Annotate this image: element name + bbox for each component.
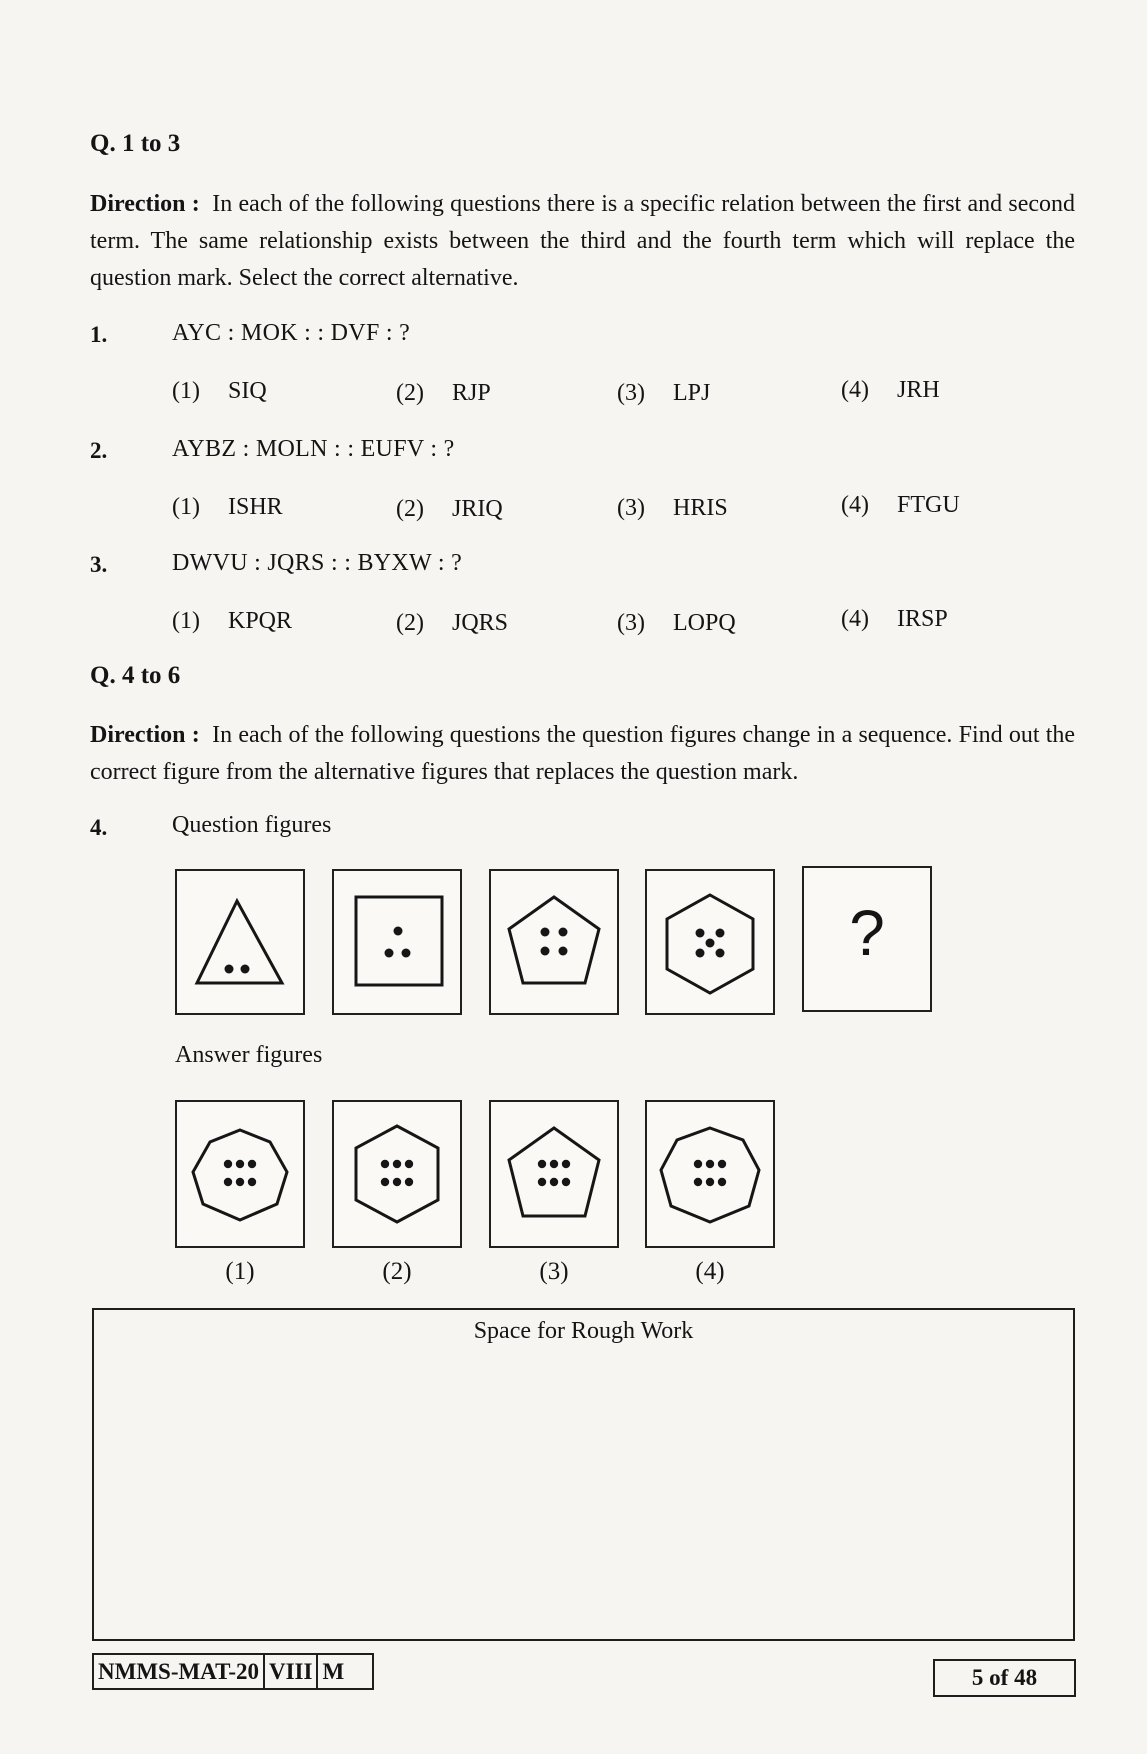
question-figures-label: Question figures (172, 812, 332, 838)
question-figure-5 (802, 866, 932, 1012)
question-number: 1. (90, 322, 108, 347)
option-value: SIQ (228, 378, 267, 404)
option-value: JRH (897, 377, 940, 403)
answer-figure-2[interactable] (332, 1100, 462, 1248)
heptagon-six-dots-icon (647, 1102, 773, 1246)
square-three-dots-icon (334, 871, 460, 1013)
hexagon-six-dots-icon (334, 1102, 460, 1246)
option-value: JQRS (452, 610, 509, 636)
option-number: (3) (617, 380, 645, 406)
question-number: 4. (90, 815, 108, 840)
paper-code-table (92, 1653, 374, 1690)
rough-work-box[interactable] (92, 1308, 1075, 1641)
option-number: (2) (396, 380, 424, 406)
option-value: FTGU (897, 492, 960, 518)
option-2[interactable] (396, 496, 503, 523)
option-1[interactable] (172, 608, 292, 635)
triangle-two-dots-icon (177, 871, 303, 1013)
option-value: IRSP (897, 606, 948, 632)
direction-label: Direction : (90, 722, 200, 748)
pentagon-four-dots-icon (491, 871, 617, 1013)
answer-label-4: (4) (695, 1258, 725, 1285)
option-number: (3) (617, 610, 645, 636)
direction-text: In each of the following questions the question figures change in a sequence. Find out the correct figure from the alternative figures that replaces the question mark. (90, 722, 1076, 785)
page-number: 5 of 48 (933, 1659, 1076, 1697)
option-3[interactable] (617, 495, 728, 522)
option-2[interactable] (396, 610, 508, 637)
direction-q1-3 (90, 186, 1075, 297)
option-value: RJP (452, 380, 491, 406)
question-number: 2. (90, 438, 108, 463)
answer-figure-1[interactable] (175, 1100, 305, 1248)
option-value: HRIS (673, 495, 728, 521)
option-number: (2) (396, 496, 424, 522)
pentagon-six-dots-icon (491, 1102, 617, 1246)
option-4[interactable] (841, 606, 948, 633)
rough-work-title: Space for Rough Work (473, 1318, 694, 1344)
answer-label-1: (1) (225, 1258, 255, 1285)
option-1[interactable] (172, 378, 267, 405)
question-figure-3 (489, 869, 619, 1015)
option-value: LOPQ (673, 610, 736, 636)
question-figure-1 (175, 869, 305, 1015)
heptagon-six-dots-icon (177, 1102, 303, 1246)
question-mark: ? (849, 897, 885, 969)
section-title-q1-3: Q. 1 to 3 (90, 130, 181, 157)
option-3[interactable] (617, 380, 710, 407)
question-figure-4 (645, 869, 775, 1015)
direction-label: Direction : (90, 191, 200, 217)
option-number: (2) (396, 610, 424, 636)
answer-figures-label: Answer figures (175, 1042, 323, 1068)
answer-label-3: (3) (539, 1258, 569, 1285)
option-number: (1) (172, 494, 200, 520)
option-value: ISHR (228, 494, 283, 520)
option-number: (1) (172, 378, 200, 404)
option-number: (4) (841, 377, 869, 403)
option-value: KPQR (228, 608, 293, 634)
question-text: AYBZ : MOLN : : EUFV : ? (172, 436, 455, 462)
hexagon-five-dots-icon (647, 871, 773, 1013)
option-number: (4) (841, 492, 869, 518)
option-number: (4) (841, 606, 869, 632)
class-code: VIII (263, 1655, 316, 1688)
option-value: LPJ (673, 380, 711, 406)
direction-text: In each of the following questions there is a specific relation between the first and second term. The same relationship exists between the third and the fourth term which will replace the question mark. Select the correct alternative. (90, 191, 1076, 291)
question-number: 3. (90, 552, 108, 577)
question-text: AYC : MOK : : DVF : ? (172, 320, 411, 346)
section-title-q4-6: Q. 4 to 6 (90, 662, 181, 689)
option-number: (3) (617, 495, 645, 521)
question-text: DWVU : JQRS : : BYXW : ? (172, 550, 463, 576)
option-4[interactable] (841, 492, 960, 519)
answer-figure-3[interactable] (489, 1100, 619, 1248)
option-3[interactable] (617, 610, 736, 637)
question-figure-2 (332, 869, 462, 1015)
medium-code: M (316, 1655, 372, 1688)
option-4[interactable] (841, 377, 940, 404)
paper-code: NMMS-MAT-20 (98, 1659, 259, 1684)
option-number: (1) (172, 608, 200, 634)
option-1[interactable] (172, 494, 283, 521)
option-2[interactable] (396, 380, 491, 407)
direction-q4-6 (90, 717, 1075, 791)
answer-label-2: (2) (382, 1258, 412, 1285)
option-value: JRIQ (452, 496, 503, 522)
answer-figure-4[interactable] (645, 1100, 775, 1248)
